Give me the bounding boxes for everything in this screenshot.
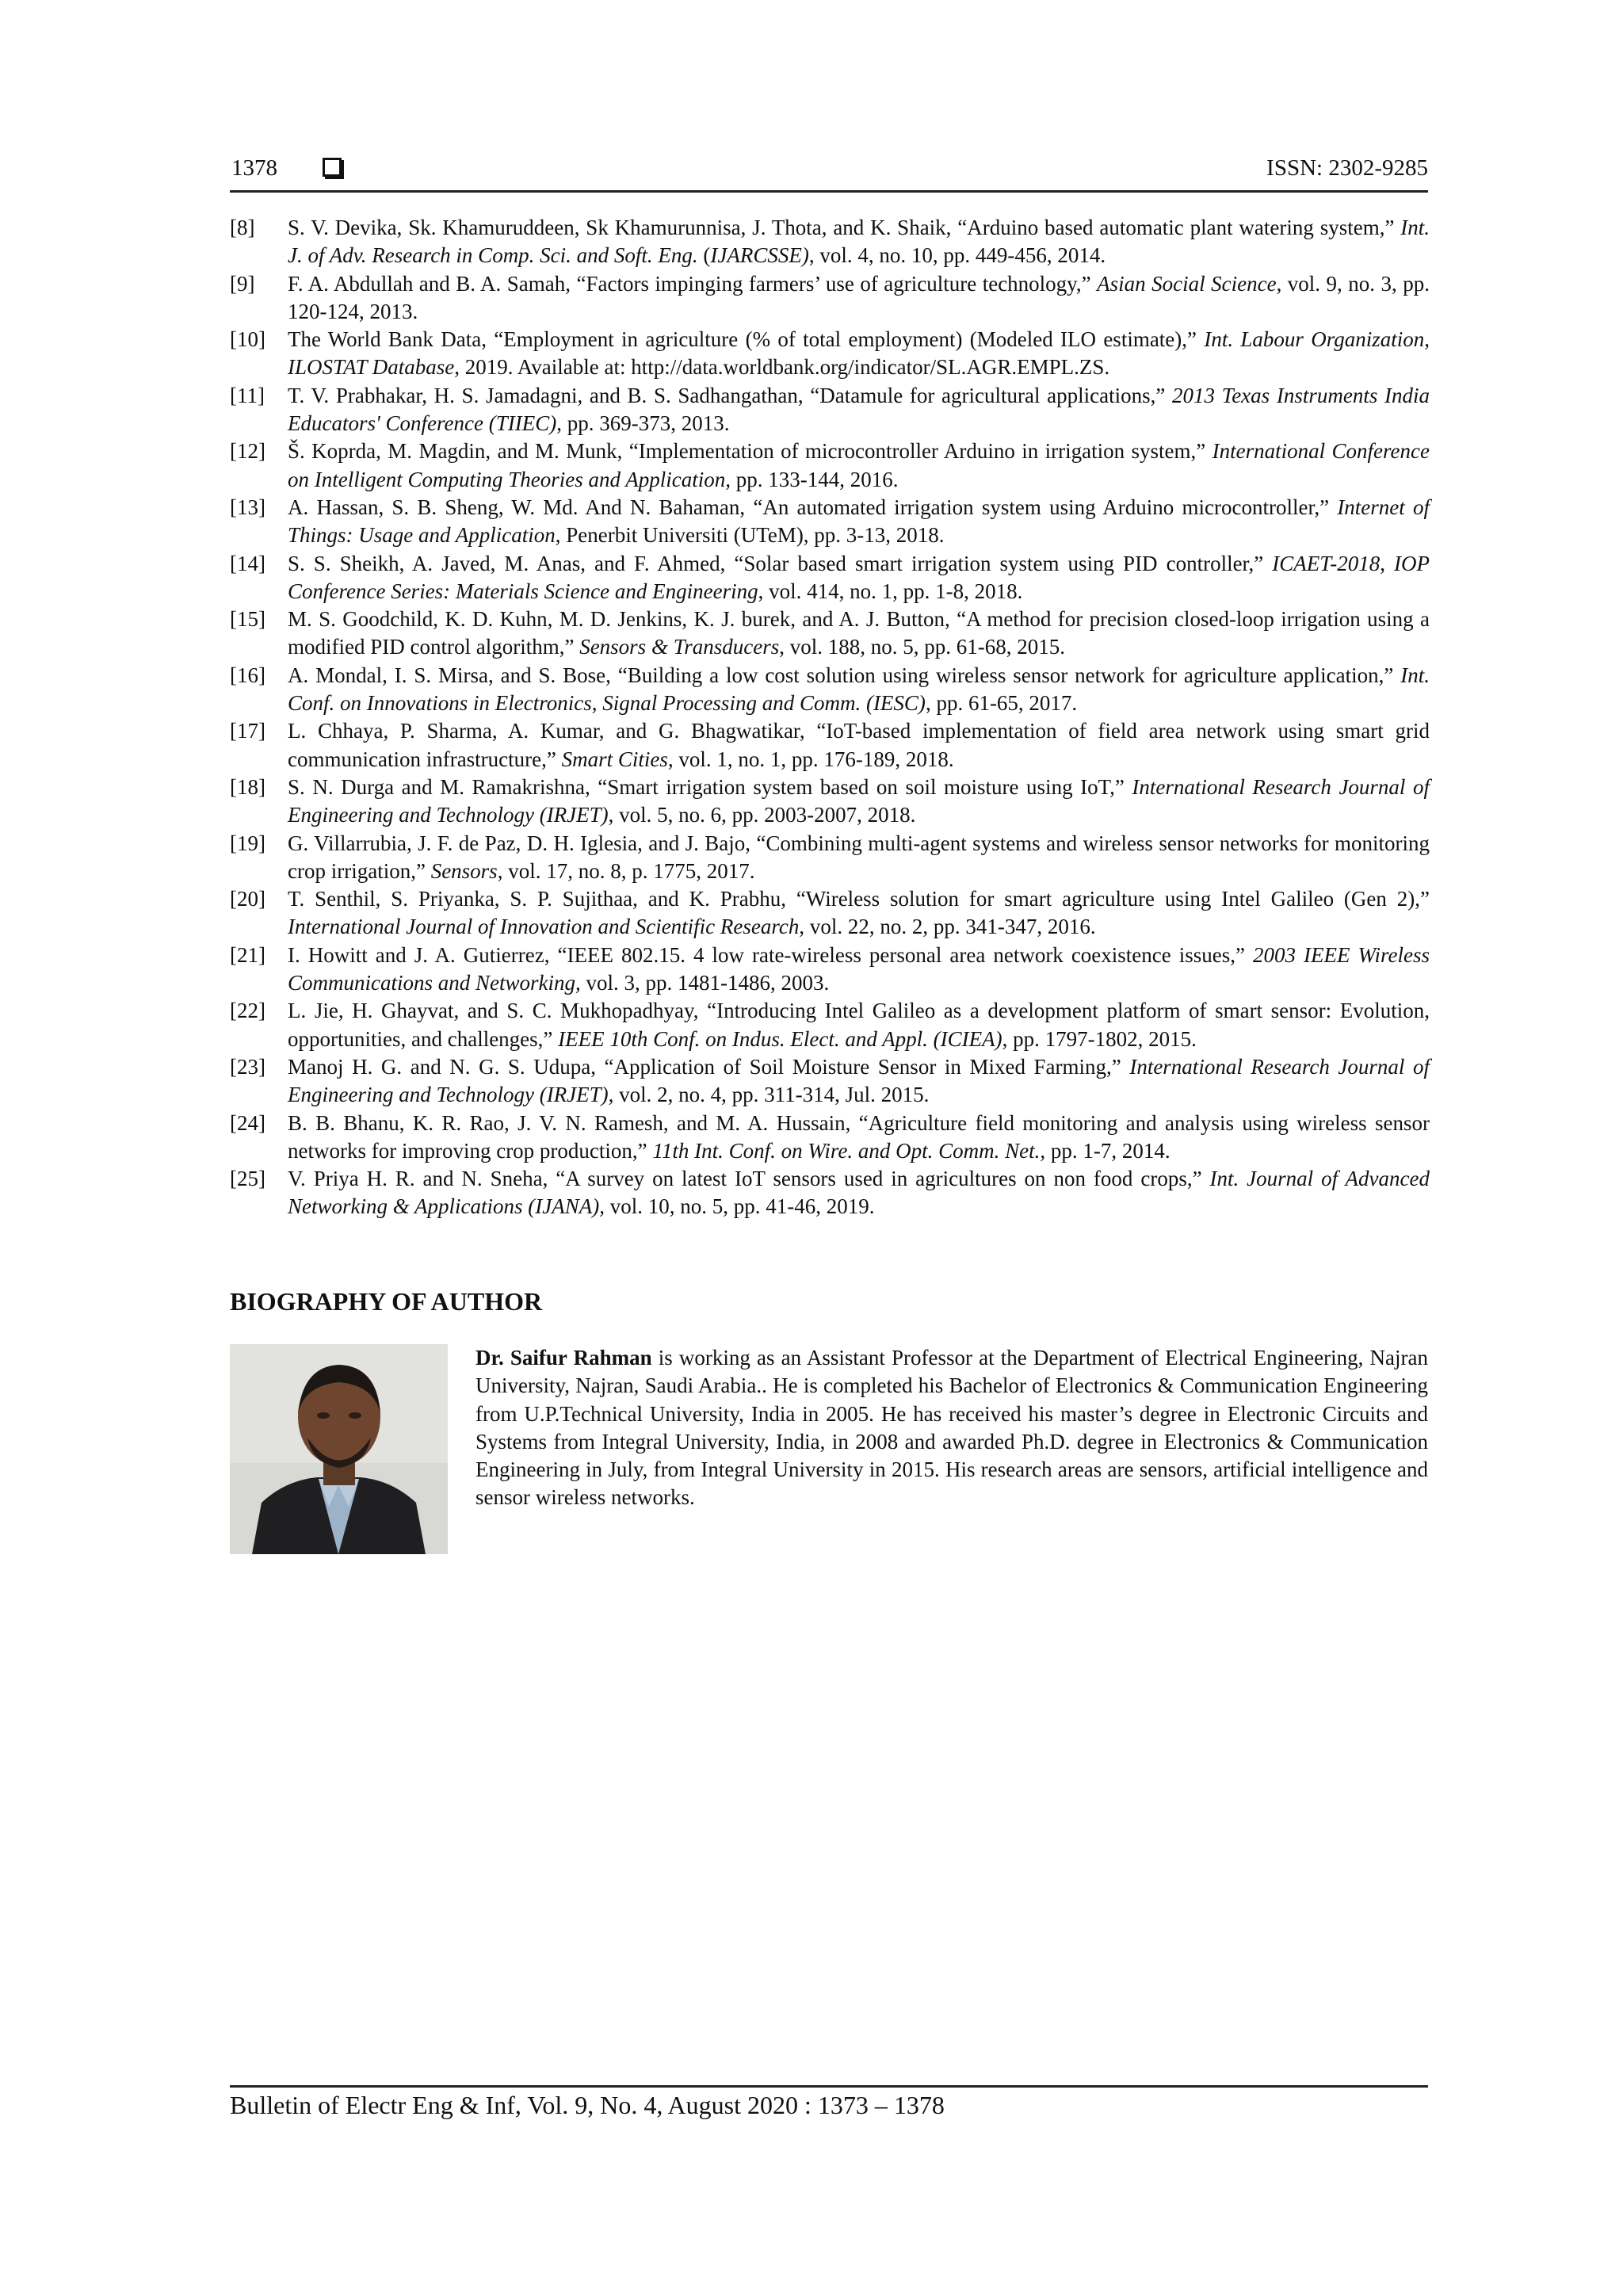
reference-item — [230, 717, 1430, 774]
reference-segment: M. S. Goodchild, K. D. Kuhn, M. D. Jenkins, K. J. burek, and A. J. Button, “A method for precision closed-loop irrigation using a modified PID control algorithm,” — [288, 607, 1430, 659]
reference-item — [230, 1053, 1430, 1110]
reference-italic-segment: Int. Labour Organization, ILOSTAT Database — [288, 327, 1430, 380]
reference-item — [230, 1110, 1430, 1166]
biography-body: is working as an Assistant Professor at the Department of Electrical Engineering, Najran University, Najran, Saudi Arabia.. He is completed his Bachelor of Electronics & Communication Engineering from U.P.Technical University, India in 2005. He has received his master’s degree in Electronic Circuits and Systems from Integral University, India, in 2008 and awarded Ph.D. degree in Electronics & Communication Engineering in July, from Integral University in 2015. His research areas are sensors, artificial intelligence and sensor wireless networks. — [475, 1346, 1428, 1510]
reference-number: [24] — [230, 1110, 265, 1135]
reference-number: [16] — [230, 663, 265, 687]
reference-segment: A. Mondal, I. S. Mirsa, and S. Bose, “Building a low cost solution using wireless sensor network for agriculture application,” — [288, 663, 1401, 687]
reference-item — [230, 270, 1430, 327]
reference-number: [15] — [230, 607, 265, 632]
reference-segment: L. Jie, H. Ghayvat, and S. C. Mukhopadhyay, “Introducing Intel Galileo as a development platform of smart sensor: Evolution, opportunities, and challenges,” — [288, 999, 1430, 1051]
page-header — [230, 155, 1428, 193]
reference-text — [288, 382, 1430, 438]
reference-item — [230, 830, 1430, 886]
reference-item — [230, 494, 1430, 550]
reference-segment: , — [1380, 551, 1395, 575]
reference-italic-segment: IEEE 10th Conf. on Indus. Elect. and Appl. (ICIEA) — [558, 1026, 1002, 1051]
reference-text — [288, 662, 1430, 718]
reference-number: [19] — [230, 831, 265, 855]
reference-number: [9] — [230, 271, 255, 296]
reference-segment: V. Priya H. R. and N. Sneha, “A survey on latest IoT sensors used in agricultures on non food crops,” — [288, 1167, 1210, 1191]
reference-text — [288, 774, 1430, 830]
author-photo — [230, 1344, 448, 1554]
checkbox-square-icon — [323, 158, 342, 177]
reference-segment: T. Senthil, S. Priyanka, S. P. Sujithaa, and K. Prabhu, “Wireless solution for smart agriculture using Intel Galileo (Gen 2),” — [288, 887, 1430, 911]
reference-number: [14] — [230, 551, 265, 575]
reference-segment: , Penerbit Universiti (UTeM), pp. 3-13, 2018. — [555, 523, 945, 548]
reference-number: [12] — [230, 439, 265, 464]
reference-italic-segment: Sensors & Transducers — [579, 635, 780, 659]
reference-number: [21] — [230, 942, 265, 967]
reference-text — [288, 270, 1430, 327]
reference-text — [288, 885, 1430, 942]
footer-rule — [230, 2085, 1428, 2088]
reference-text — [288, 437, 1430, 494]
reference-segment: , vol. 9, no. 3, pp. 120-124, 2013. — [288, 271, 1430, 323]
reference-italic-segment: International Research Journal of Engineering and Technology (IRJET) — [288, 774, 1430, 827]
reference-number: [13] — [230, 495, 265, 519]
reference-segment: I. Howitt and J. A. Gutierrez, “IEEE 802.15. 4 low rate-wireless personal area network coexistence issues,” — [288, 942, 1254, 967]
reference-segment: , pp. 61-65, 2017. — [925, 691, 1078, 716]
reference-segment: vol. 3, pp. 1481-1486, 2003. — [580, 971, 830, 995]
reference-number: [18] — [230, 774, 265, 799]
reference-segment: A. Hassan, S. B. Sheng, W. Md. And N. Bahaman, “An automated irrigation system using Arduino microcontroller,” — [288, 495, 1338, 519]
reference-segment: , vol. 188, no. 5, pp. 61-68, 2015. — [779, 635, 1065, 659]
reference-segment: , 2019. Available at: http://data.worldbank.org/indicator/SL.AGR.EMPL.ZS. — [454, 355, 1110, 380]
reference-segment: , vol. 414, no. 1, pp. 1-8, 2018. — [758, 579, 1023, 603]
reference-segment: T. V. Prabhakar, H. S. Jamadagni, and B. S. Sadhangathan, “Datamule for agricultural applications,” — [288, 383, 1172, 407]
reference-segment: vol. 2, no. 4, pp. 311-314, Jul. 2015. — [613, 1083, 930, 1107]
reference-segment: Š. Koprda, M. Magdin, and M. Munk, “Implementation of microcontroller Arduino in irrigation system,” — [288, 439, 1212, 464]
reference-italic-segment: IJARCSSE) — [710, 243, 809, 268]
reference-item — [230, 942, 1430, 998]
reference-item — [230, 885, 1430, 942]
reference-italic-segment: 2003 IEEE Wireless Communications and Networking, — [288, 942, 1430, 995]
reference-item — [230, 214, 1430, 270]
reference-segment: vol. 10, no. 5, pp. 41-46, 2019. — [604, 1194, 875, 1219]
reference-segment: L. Chhaya, P. Sharma, A. Kumar, and G. Bhagwatikar, “IoT-based implementation of field area network using smart grid communication infrastructure,” — [288, 719, 1430, 771]
reference-segment: , vol. 4, no. 10, pp. 449-456, 2014. — [808, 243, 1106, 268]
reference-segment: , vol. 1, no. 1, pp. 176-189, 2018. — [667, 747, 954, 771]
issn-label: ISSN: 2302-9285 — [1266, 155, 1428, 181]
reference-text — [288, 830, 1430, 886]
reference-italic-segment: 11th Int. Conf. on Wire. and Opt. Comm. Net., — [652, 1138, 1046, 1163]
reference-segment: G. Villarrubia, J. F. de Paz, D. H. Iglesia, and J. Bajo, “Combining multi-agent systems and wireless sensor networks for monitoring crop irrigation,” — [288, 831, 1430, 883]
reference-number: [20] — [230, 887, 265, 911]
reference-number: [17] — [230, 719, 265, 743]
reference-segment: , vol. 22, no. 2, pp. 341-347, 2016. — [799, 915, 1096, 939]
reference-segment: , vol. 5, no. 6, pp. 2003-2007, 2018. — [608, 803, 916, 827]
reference-italic-segment: Int. J. of Adv. Research in Comp. Sci. and Soft. Eng. — [288, 216, 1430, 268]
reference-text — [288, 214, 1430, 270]
author-portrait-image — [230, 1344, 448, 1554]
reference-item — [230, 774, 1430, 830]
reference-number: [11] — [230, 383, 265, 407]
reference-text — [288, 997, 1430, 1053]
reference-segment: , pp. 369-373, 2013. — [556, 411, 730, 436]
reference-text — [288, 942, 1430, 998]
biography-heading: BIOGRAPHY OF AUTHOR — [230, 1287, 543, 1316]
reference-italic-segment: Int. Journal of Advanced Networking & Applications (IJANA), — [288, 1167, 1430, 1219]
reference-item — [230, 662, 1430, 718]
reference-text — [288, 1110, 1430, 1166]
reference-number: [25] — [230, 1167, 265, 1191]
reference-text — [288, 1165, 1430, 1221]
reference-italic-segment: International Conference on Intelligent Computing Theories and Application, — [288, 439, 1430, 491]
reference-segment: Manoj H. G. and N. G. S. Udupa, “Application of Soil Moisture Sensor in Mixed Farming,” — [288, 1054, 1130, 1079]
reference-segment: S. V. Devika, Sk. Khamuruddeen, Sk Khamurunnisa, J. Thota, and K. Shaik, “Arduino based automatic plant watering system,” — [288, 216, 1401, 239]
reference-text — [288, 550, 1430, 606]
reference-italic-segment: IOP Conference Series: Materials Science and Engineering — [288, 551, 1430, 603]
reference-item — [230, 550, 1430, 606]
reference-italic-segment: International Journal of Innovation and Scientific Research — [288, 915, 800, 939]
reference-number: [10] — [230, 327, 265, 352]
reference-text — [288, 606, 1430, 662]
reference-italic-segment: 2013 Texas Instruments India Educators' Conference (TIIEC) — [288, 383, 1430, 436]
reference-italic-segment: Internet of Things: Usage and Application — [288, 495, 1430, 548]
reference-number: [22] — [230, 999, 265, 1023]
reference-item — [230, 1165, 1430, 1221]
reference-segment: pp. 133-144, 2016. — [730, 467, 899, 491]
reference-italic-segment: Smart Cities — [561, 747, 668, 771]
reference-segment: B. B. Bhanu, K. R. Rao, J. V. N. Ramesh, and M. A. Hussain, “Agriculture field monitoring and analysis using wireless sensor networks for improving crop production,” — [288, 1110, 1430, 1163]
reference-italic-segment: International Research Journal of Engineering and Technology (IRJET), — [288, 1054, 1430, 1107]
reference-italic-segment: Int. Conf. on Innovations in Electronics, Signal Processing and Comm. (IESC) — [288, 663, 1430, 716]
reference-italic-segment: ICAET-2018 — [1272, 551, 1381, 575]
header-rule — [230, 190, 1428, 193]
reference-list — [230, 214, 1430, 1221]
reference-segment: S. N. Durga and M. Ramakrishna, “Smart irrigation system based on soil moisture using IoT,” — [288, 774, 1132, 799]
reference-item — [230, 606, 1430, 662]
reference-item — [230, 997, 1430, 1053]
reference-item — [230, 437, 1430, 494]
reference-item — [230, 382, 1430, 438]
reference-text — [288, 717, 1430, 774]
reference-item — [230, 326, 1430, 382]
reference-segment: ( — [697, 243, 711, 268]
reference-italic-segment: Asian Social Science — [1097, 271, 1277, 296]
reference-segment: pp. 1-7, 2014. — [1045, 1138, 1170, 1163]
biography-text — [475, 1344, 1428, 1512]
reference-text — [288, 494, 1430, 550]
reference-segment: The World Bank Data, “Employment in agriculture (% of total employment) (Modeled ILO estimate),” — [288, 327, 1205, 352]
reference-number: [23] — [230, 1054, 265, 1079]
reference-number: [8] — [230, 216, 255, 239]
page-number: 1378 — [231, 155, 277, 181]
reference-text — [288, 326, 1430, 382]
reference-segment: S. S. Sheikh, A. Javed, M. Anas, and F. Ahmed, “Solar based smart irrigation system using PID controller,” — [288, 551, 1273, 575]
reference-segment: , vol. 17, no. 8, p. 1775, 2017. — [497, 858, 755, 883]
reference-italic-segment: Sensors — [430, 858, 498, 883]
reference-segment: F. A. Abdullah and B. A. Samah, “Factors impinging farmers’ use of agriculture technology,” — [288, 271, 1098, 296]
author-name: Dr. Saifur Rahman — [475, 1346, 652, 1370]
page-footer: Bulletin of Electr Eng & Inf, Vol. 9, No. 4, August 2020 : 1373 – 1378 — [230, 2091, 945, 2119]
reference-text — [288, 1053, 1430, 1110]
reference-segment: , pp. 1797-1802, 2015. — [1002, 1026, 1197, 1051]
